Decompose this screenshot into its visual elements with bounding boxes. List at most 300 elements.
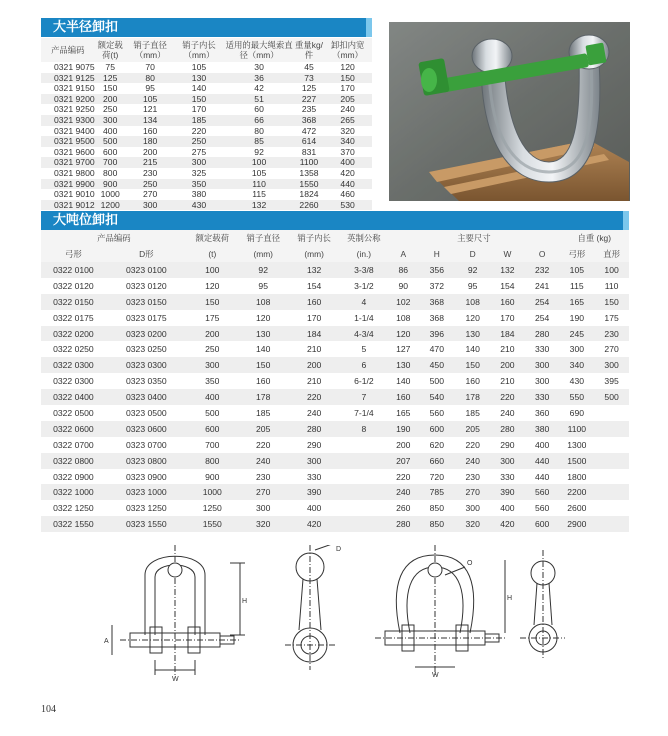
table-cell: 330	[525, 389, 560, 405]
table-cell: 150	[323, 73, 372, 84]
table-cell: 0321 9012	[41, 200, 95, 211]
table-cell: 380	[525, 421, 560, 437]
table-cell: 220	[289, 389, 340, 405]
table-cell: 420	[289, 516, 340, 532]
table-cell: 2900	[559, 516, 594, 532]
table-cell: 130	[175, 73, 224, 84]
table-cell: 160	[256, 376, 271, 387]
table-cell: 0321 9125	[41, 73, 95, 84]
table-cell: 95	[258, 280, 268, 291]
table-cell: 160	[465, 376, 480, 387]
table-row	[41, 104, 372, 115]
table-cell: 900	[205, 471, 220, 482]
table-cell: 325	[191, 167, 207, 178]
label-w-1: W	[172, 676, 179, 683]
table-cell: 300	[126, 200, 175, 211]
section1-header	[41, 18, 372, 37]
table-cell: 100	[594, 262, 629, 278]
section2-title: 大吨位卸扣	[53, 213, 119, 228]
table-cell: 430	[175, 200, 224, 211]
table-cell: 100	[187, 262, 238, 278]
table-cell: 220	[490, 389, 525, 405]
table-cell: 7-1/4	[354, 407, 374, 418]
table-cell: 280	[490, 421, 525, 437]
table-cell: 95	[145, 83, 155, 94]
table-cell: 1824	[299, 189, 319, 200]
table-cell: 140	[256, 344, 271, 355]
table-cell: 400	[187, 389, 238, 405]
table-cell: 330	[306, 471, 322, 482]
table-cell: 320	[455, 516, 490, 532]
table2-subheader-cell: (mm)	[238, 246, 289, 262]
table-cell: 110	[604, 280, 619, 291]
table-cell: 1500	[559, 453, 594, 469]
table-cell: 0322 0800	[41, 453, 106, 469]
table-cell: 270	[143, 189, 158, 200]
table-cell: 0321 9500	[41, 136, 95, 147]
table-cell: 130	[455, 326, 490, 342]
table-cell: 300	[594, 357, 629, 373]
table-cell: 550	[559, 389, 594, 405]
table-cell: 120	[340, 62, 355, 72]
table-row	[41, 405, 629, 421]
table-cell: 108	[238, 294, 289, 310]
table-cell: 220	[256, 439, 271, 450]
table-cell: 460	[340, 189, 355, 200]
table-cell: 0321 9400	[54, 125, 95, 136]
table-cell: 120	[465, 312, 480, 323]
table2-subheader-cell: 直形	[594, 246, 629, 262]
table-cell: 85	[223, 136, 294, 147]
table-cell: 380	[191, 189, 207, 200]
table-cell: 254	[534, 312, 550, 323]
table-cell: 51	[223, 94, 294, 105]
table-cell: 400	[500, 503, 515, 514]
table-cell: 300	[465, 503, 480, 514]
table-cell: 850	[429, 503, 444, 514]
table-cell: 600	[187, 421, 238, 437]
table-cell: 6-1/2	[354, 376, 374, 387]
table-cell: 90	[398, 280, 409, 291]
table-row	[41, 189, 372, 200]
table-cell: 130	[238, 326, 289, 342]
table-cell: 0321 9010	[54, 189, 95, 200]
table-cell: 36	[223, 73, 294, 84]
table1-header-cell: 重量kg/件	[295, 40, 323, 60]
table-cell: 105	[559, 262, 594, 278]
table-cell: 270	[455, 484, 490, 500]
table-cell: 0321 9900	[41, 179, 95, 190]
large-radius-shackle-table	[41, 38, 372, 210]
bow-shackle-side-drawing	[520, 550, 565, 660]
table2-subheader-cell: (in.)	[340, 246, 389, 262]
table-cell: 207	[388, 453, 418, 469]
shackle-photo	[389, 22, 630, 201]
table-cell: 120	[388, 326, 418, 342]
table-cell: 30	[254, 62, 264, 72]
table-cell: 320	[340, 125, 355, 136]
table-cell	[340, 453, 389, 469]
table-cell: 130	[388, 357, 418, 373]
table-cell: 280	[289, 421, 340, 437]
table-row	[41, 83, 372, 94]
table-cell: 400	[534, 439, 550, 450]
table-cell: 390	[490, 484, 525, 500]
table-row	[41, 389, 629, 405]
table-cell: 230	[594, 326, 629, 342]
table-cell: 440	[323, 179, 372, 190]
table-cell: 0323 0100	[106, 262, 187, 278]
table-cell: 160	[490, 294, 525, 310]
table-row	[41, 357, 629, 373]
table-cell: 210	[500, 344, 515, 355]
table-cell: 132	[289, 262, 340, 278]
table-cell: 0321 9250	[54, 104, 95, 115]
table-cell: 350	[205, 376, 220, 387]
table-cell	[340, 437, 389, 453]
table-cell: 0323 0120	[126, 280, 167, 291]
table-cell: 300	[289, 453, 340, 469]
table-cell: 92	[238, 262, 289, 278]
table-cell: 300	[175, 157, 224, 168]
table-cell: 105	[191, 62, 207, 72]
table-cell: 42	[254, 83, 264, 94]
label-o-3: O	[467, 560, 473, 567]
table-row	[41, 326, 629, 342]
table-row	[41, 310, 629, 326]
table1-header-row	[41, 38, 372, 62]
table-cell: 350	[175, 179, 224, 190]
table-cell: 105	[251, 167, 267, 178]
table-cell: 140	[465, 344, 480, 355]
table-cell: 600	[418, 421, 455, 437]
table-cell: 134	[126, 115, 175, 126]
table-cell: 0322 0175	[53, 312, 94, 323]
table-row	[41, 278, 629, 294]
table-cell: 340	[559, 357, 594, 373]
table-cell: 140	[396, 376, 411, 387]
table-cell: 0322 0250	[53, 344, 94, 355]
table-cell	[594, 469, 629, 485]
col-inch-nominal: 英制公称	[340, 230, 389, 246]
table-cell: 170	[191, 104, 207, 115]
table-cell	[340, 516, 389, 532]
table-cell: 80	[254, 125, 264, 136]
table-cell: 800	[187, 453, 238, 469]
table-cell: 154	[500, 280, 515, 291]
table-cell: 45	[304, 62, 314, 72]
table-cell: 100	[223, 157, 294, 168]
table-cell: 450	[418, 357, 455, 373]
table-cell: 250	[126, 179, 175, 190]
table-cell: 125	[95, 73, 126, 84]
table-cell: 232	[525, 262, 560, 278]
table-cell: 200	[490, 357, 525, 373]
table-cell: 102	[388, 294, 418, 310]
table-row	[41, 62, 372, 73]
table-cell: 0322 0400	[41, 389, 106, 405]
table-cell: 280	[388, 516, 418, 532]
table-cell: 0323 1250	[126, 503, 167, 514]
table-cell: 184	[289, 326, 340, 342]
table-cell: 831	[301, 146, 317, 157]
table-cell: 165	[396, 407, 411, 418]
table-cell: 108	[455, 294, 490, 310]
table-cell: 0323 0900	[126, 471, 167, 482]
table-cell	[340, 469, 389, 485]
table-cell: 220	[191, 125, 207, 136]
table-cell: 0323 0300	[106, 357, 187, 373]
table-cell: 73	[295, 73, 323, 84]
table-cell: 230	[465, 471, 480, 482]
table-row	[41, 94, 372, 105]
table2-subheader-cell: H	[418, 246, 455, 262]
table-cell: 230	[256, 471, 271, 482]
table-cell: 1200	[95, 200, 126, 211]
table-cell: 175	[604, 312, 619, 323]
table-cell: 360	[534, 407, 550, 418]
label-w-3: W	[432, 672, 439, 679]
table-cell: 210	[306, 344, 322, 355]
table-cell: 470	[429, 344, 444, 355]
table-cell: 245	[559, 326, 594, 342]
table2-header-row-bottom	[41, 246, 629, 262]
table-cell: 690	[569, 407, 585, 418]
table-cell: 440	[534, 471, 550, 482]
col-rated-load: 额定载荷	[187, 230, 238, 246]
table-cell: 900	[95, 179, 126, 190]
table-cell: 0323 0200	[106, 326, 187, 342]
table-cell: 240	[388, 484, 418, 500]
table-cell: 0322 0900	[53, 471, 94, 482]
table-cell: 184	[490, 326, 525, 342]
table-cell: 185	[256, 407, 271, 418]
table-cell: 372	[429, 280, 444, 291]
table-cell: 205	[238, 421, 289, 437]
table-cell: 60	[254, 104, 264, 115]
table-cell: 0321 9300	[41, 115, 95, 126]
label-a-1: A	[104, 638, 109, 645]
high-tonnage-shackle-table	[41, 230, 629, 532]
table-cell: 0322 0500	[53, 407, 94, 418]
table-cell: 368	[429, 312, 444, 323]
table-cell: 125	[301, 83, 317, 94]
table-row	[41, 421, 629, 437]
table-cell: 66	[223, 115, 294, 126]
label-h-1: H	[242, 598, 248, 605]
table-cell: 330	[534, 344, 550, 355]
table-cell: 240	[306, 407, 322, 418]
table-cell: 396	[418, 326, 455, 342]
table-cell: 92	[455, 262, 490, 278]
table-cell: 660	[418, 453, 455, 469]
table-cell: 0323 0400	[106, 389, 187, 405]
table-cell: 250	[103, 104, 118, 115]
table-cell: 850	[418, 516, 455, 532]
table-cell: 170	[500, 312, 515, 323]
table1-header-cell: 销子内长（mm）	[175, 38, 224, 62]
table-cell: 200	[143, 146, 158, 157]
table2-subheader-cell: 弓形	[41, 246, 106, 262]
table-cell: 220	[396, 471, 411, 482]
table-row	[41, 179, 372, 190]
table-row	[41, 136, 372, 147]
table2-subheader-cell: (mm)	[289, 246, 340, 262]
table-cell: 1000	[100, 189, 120, 200]
table-cell: 80	[126, 73, 175, 84]
table-cell: 190	[388, 421, 418, 437]
table-cell: 180	[126, 136, 175, 147]
table-row	[41, 437, 629, 453]
table-cell: 300	[95, 115, 126, 126]
table-row	[41, 500, 629, 516]
table-cell: 0322 0120	[53, 280, 94, 291]
table-cell	[594, 500, 629, 516]
table-cell: 300	[187, 357, 238, 373]
table-cell	[594, 484, 629, 500]
table-cell: 0321 9150	[54, 83, 95, 94]
table-cell: 395	[604, 376, 619, 387]
table-row	[41, 484, 629, 500]
table-cell: 800	[103, 167, 118, 178]
col-main-dimensions: 主要尺寸	[388, 230, 559, 246]
table-cell: 540	[418, 389, 455, 405]
table-cell: 3-3/8	[340, 262, 389, 278]
table-cell: 560	[534, 503, 550, 514]
table-cell: 165	[559, 294, 594, 310]
table-cell: 150	[238, 357, 289, 373]
table-cell: 0323 0800	[106, 453, 187, 469]
table-cell: 320	[238, 516, 289, 532]
page-number: 104	[41, 704, 56, 715]
table-cell: 0322 1550	[41, 516, 106, 532]
table-cell: 500	[95, 136, 126, 147]
label-d-2: D	[336, 546, 342, 553]
table-cell: 120	[256, 312, 271, 323]
table-cell: 1250	[202, 503, 222, 514]
table-cell: 0323 1550	[106, 516, 187, 532]
table-cell: 300	[534, 376, 550, 387]
table-row	[41, 373, 629, 389]
shackle-side-drawing	[285, 545, 335, 670]
table-cell: 220	[465, 439, 480, 450]
table-cell: 700	[205, 439, 220, 450]
table-cell: 150	[455, 357, 490, 373]
table-cell: 390	[289, 484, 340, 500]
table-cell: 300	[569, 344, 585, 355]
table-row	[41, 341, 629, 357]
table-cell	[594, 453, 629, 469]
table2-subheader-cell: D	[455, 246, 490, 262]
table-cell: 110	[223, 179, 294, 190]
table-row	[41, 126, 372, 137]
col-self-weight: 自重 (kg)	[559, 230, 629, 246]
table-cell: 260	[396, 503, 411, 514]
table-cell: 241	[534, 280, 550, 291]
table-cell: 0323 0150	[106, 294, 187, 310]
table-cell: 160	[289, 294, 340, 310]
table-cell: 70	[145, 62, 155, 72]
table-cell: 400	[323, 157, 372, 168]
table-cell: 620	[429, 439, 444, 450]
table-cell: 300	[256, 503, 271, 514]
section1-title: 大半径卸扣	[53, 20, 119, 35]
table-cell: 86	[388, 262, 418, 278]
table-cell: 0323 0700	[126, 439, 167, 450]
table-cell: 1000	[187, 484, 238, 500]
table-cell: 254	[525, 294, 560, 310]
table-cell: 614	[295, 136, 323, 147]
table-cell: 115	[569, 280, 584, 291]
table-cell: 340	[323, 136, 372, 147]
table-cell: 368	[418, 294, 455, 310]
table-cell: 150	[103, 83, 118, 94]
table-cell: 178	[455, 389, 490, 405]
table2-subheader-cell: (t)	[187, 246, 238, 262]
d-shackle-front-drawing	[112, 545, 248, 675]
table-row	[41, 516, 629, 532]
table-cell: 500	[594, 389, 629, 405]
table-cell: 1550	[187, 516, 238, 532]
table-cell: 150	[594, 294, 629, 310]
table-cell: 600	[103, 146, 118, 157]
table-row	[41, 262, 629, 278]
table-cell: 1100	[559, 421, 594, 437]
table-cell: 205	[323, 94, 372, 105]
section2-header	[41, 211, 629, 230]
table-cell: 4	[340, 294, 389, 310]
table2-subheader-cell: O	[525, 246, 560, 262]
table-cell: 1-1/4	[354, 312, 374, 323]
table-cell: 0322 1000	[41, 484, 106, 500]
table-cell: 0322 0600	[41, 421, 106, 437]
table-cell: 120	[205, 280, 220, 291]
table-cell: 75	[105, 62, 115, 72]
table-cell	[594, 421, 629, 437]
table-cell: 0321 9200	[41, 94, 95, 105]
table-cell: 370	[340, 146, 355, 157]
table-cell: 105	[126, 94, 175, 105]
table2-subheader-cell: A	[388, 246, 418, 262]
table-cell: 2260	[295, 200, 323, 211]
table-cell: 270	[604, 344, 619, 355]
table-cell: 240	[340, 104, 355, 115]
table-cell: 0321 9600	[54, 146, 95, 157]
table-cell: 154	[306, 280, 322, 291]
table-cell: 250	[205, 344, 220, 355]
col-pin-length: 销子内长	[289, 230, 340, 246]
table-cell: 560	[429, 407, 444, 418]
table-cell: 700	[95, 157, 126, 168]
table-cell	[594, 437, 629, 453]
table-cell: 1358	[299, 167, 319, 178]
table-cell: 108	[396, 312, 411, 323]
table-cell: 0323 0175	[126, 312, 167, 323]
table-cell: 230	[143, 167, 158, 178]
table-cell: 160	[388, 389, 418, 405]
table-cell: 0322 0700	[53, 439, 94, 450]
table-cell: 3-1/2	[354, 280, 374, 291]
table-cell: 356	[418, 262, 455, 278]
table-cell	[594, 516, 629, 532]
table-cell: 440	[525, 453, 560, 469]
table-cell: 500	[429, 376, 444, 387]
table-cell: 205	[455, 421, 490, 437]
table-cell: 430	[569, 376, 585, 387]
col-product-code: 产品编码	[41, 230, 187, 246]
table-cell: 368	[295, 115, 323, 126]
table-cell: 720	[429, 471, 444, 482]
